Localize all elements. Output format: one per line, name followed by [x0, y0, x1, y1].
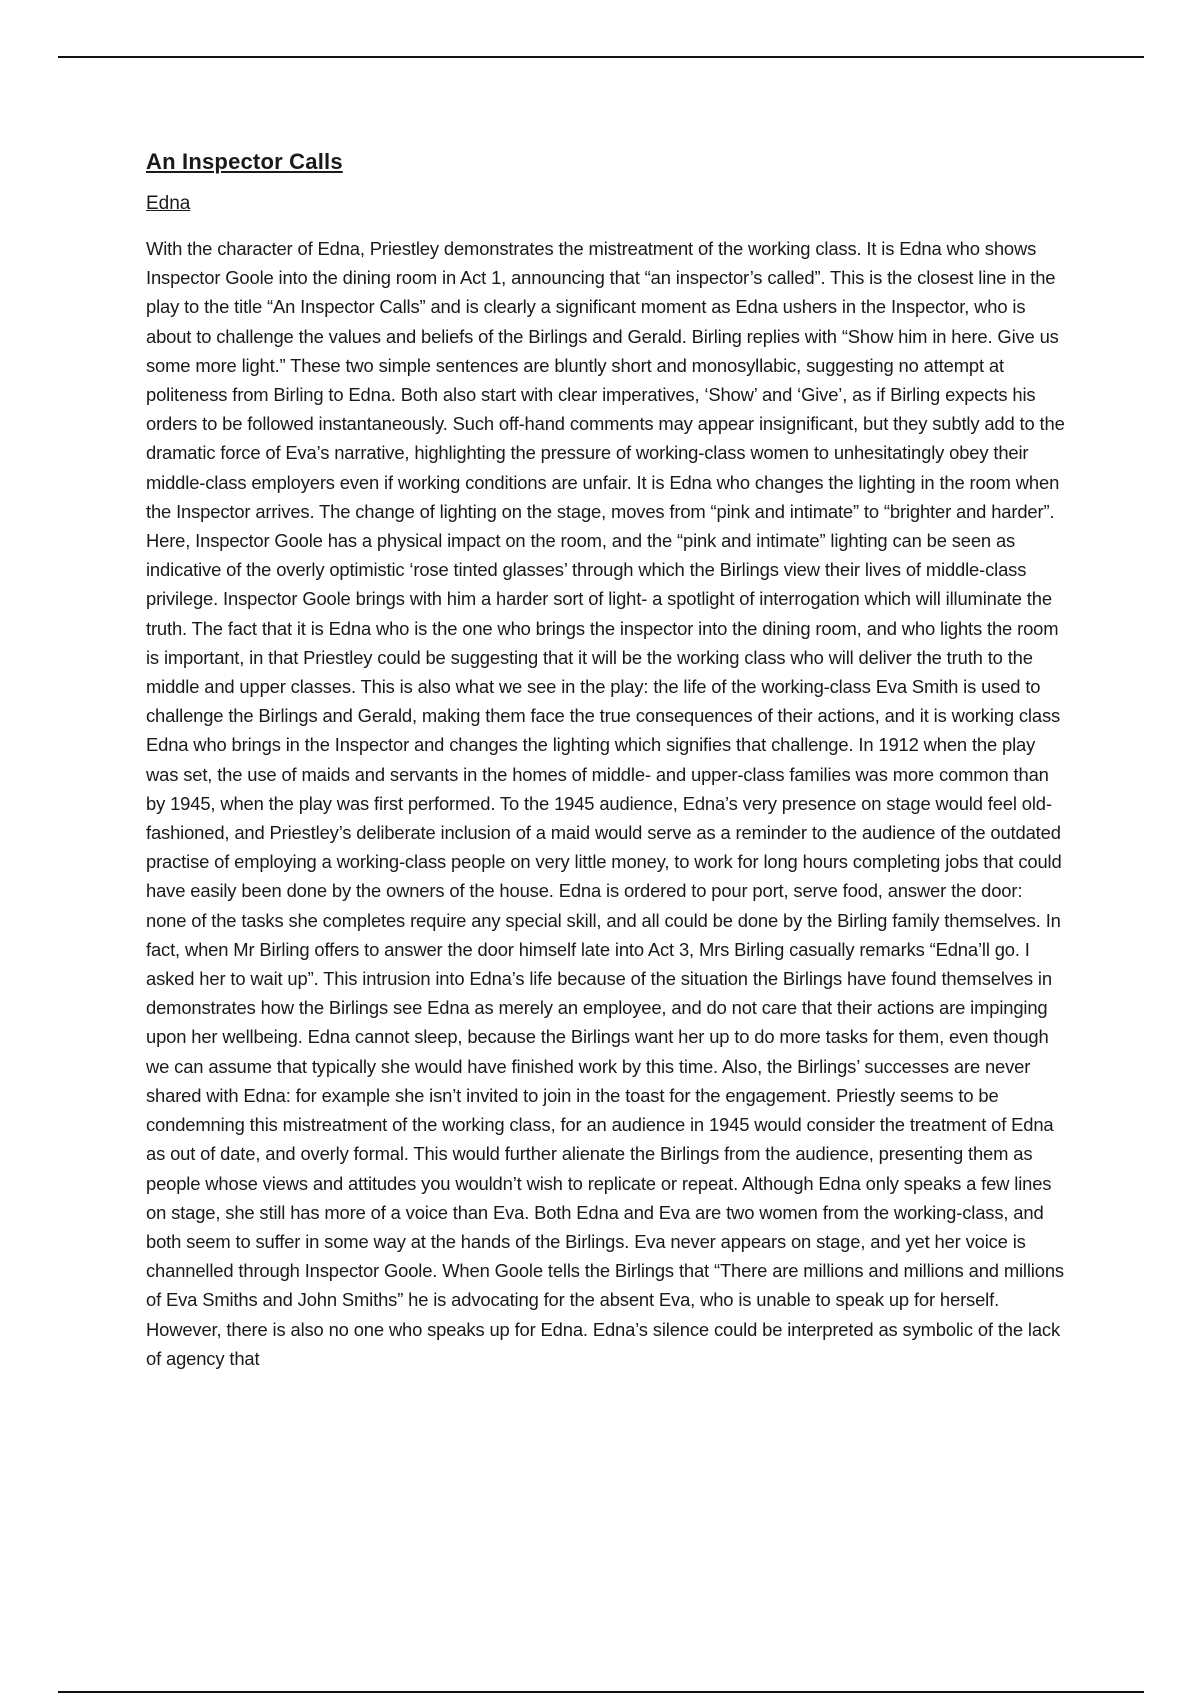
bottom-rule [58, 1691, 1144, 1693]
body-paragraph: With the character of Edna, Priestley demonstrates the mistreatment of the working class. It is Edna who shows Inspector Goole into the dining room in Act 1, announcing that “an inspector’s called”. This is the closest line in the play to the title “An Inspector Calls” and is clearly a significant moment as Edna ushers in the Inspector, who is about to challenge the values and beliefs of the Birlings and Gerald. Birling replies with “Show him in here. Give us some more light.” These two simple sentences are bluntly short and monosyllabic, suggesting no attempt at politeness from Birling to Edna. Both also start with clear imperatives, ‘Show’ and ‘Give’, as if Birling expects his orders to be followed instantaneously. Such off-hand comments may appear insignificant, but they subtly add to the dramatic force of Eva’s narrative, highlighting the pressure of working-class women to unhesitatingly obey their middle-class employers even if working conditions are unfair. It is Edna who changes the lighting in the room when the Inspector arrives. The change of lighting on the stage, moves from “pink and intimate” to “brighter and harder”. Here, Inspector Goole has a physical impact on the room, and the “pink and intimate” lighting can be seen as indicative of the overly optimistic ‘rose tinted glasses’ through which the Birlings view their lives of middle-class privilege. Inspector Goole brings with him a harder sort of light- a spotlight of interrogation which will illuminate the truth. The fact that it is Edna who is the one who brings the inspector into the dining room, and who lights the room is important, in that Priestley could be suggesting that it will be the working class who will deliver the truth to the middle and upper classes. This is also what we see in the play: the life of the working-class Eva Smith is used to challenge the Birlings and Gerald, making them face the true consequences of their actions, and it is working class Edna who brings in the Inspector and changes the lighting which signifies that challenge. In 1912 when the play was set, the use of maids and servants in the homes of middle- and upper-class families was more common than by 1945, when the play was first performed. To the 1945 audience, Edna’s very presence on stage would feel old-fashioned, and Priestley’s deliberate inclusion of a maid would serve as a reminder to the audience of the outdated practise of employing a working-class people on very little money, to work for long hours completing jobs that could have easily been done by the owners of the house. Edna is ordered to pour port, serve food, answer the door: none of the tasks she completes require any special skill, and all could be done by the Birling family themselves. In fact, when Mr Birling offers to answer the door himself late into Act 3, Mrs Birling casually remarks “Edna’ll go. I asked her to wait up”. This intrusion into Edna’s life because of the situation the Birlings have found themselves in demonstrates how the Birlings see Edna as merely an employee, and do not care that their actions are impinging upon her wellbeing. Edna cannot sleep, because the Birlings want her up to do more tasks for them, even though we can assume that typically she would have finished work by this time. Also, the Birlings’ successes are never shared with Edna: for example she isn’t invited to join in the toast for the engagement. Priestly seems to be condemning this mistreatment of the working class, for an audience in 1945 would consider the treatment of Edna as out of date, and overly formal. This would further alienate the Birlings from the audience, presenting them as people whose views and attitudes you wouldn’t wish to replicate or repeat. Although Edna only speaks a few lines on stage, she still has more of a voice than Eva. Both Edna and Eva are two women from the working-class, and both seem to suffer in some way at the hands of the Birlings. Eva never appears on stage, and yet her voice is channelled through Inspector Goole. When Goole tells the Birlings that “There are millions and millions and millions of Eva Smiths and John Smiths” he is advocating for the absent Eva, who is unable to speak up for herself. However, there is also no one who speaks up for Edna. Edna’s silence could be interpreted as symbolic of the lack of agency that [146, 238, 1065, 1369]
section-heading: Edna [146, 193, 191, 214]
document-title: An Inspector Calls [146, 149, 343, 174]
top-rule [58, 56, 1144, 58]
document-body [146, 146, 1066, 1373]
